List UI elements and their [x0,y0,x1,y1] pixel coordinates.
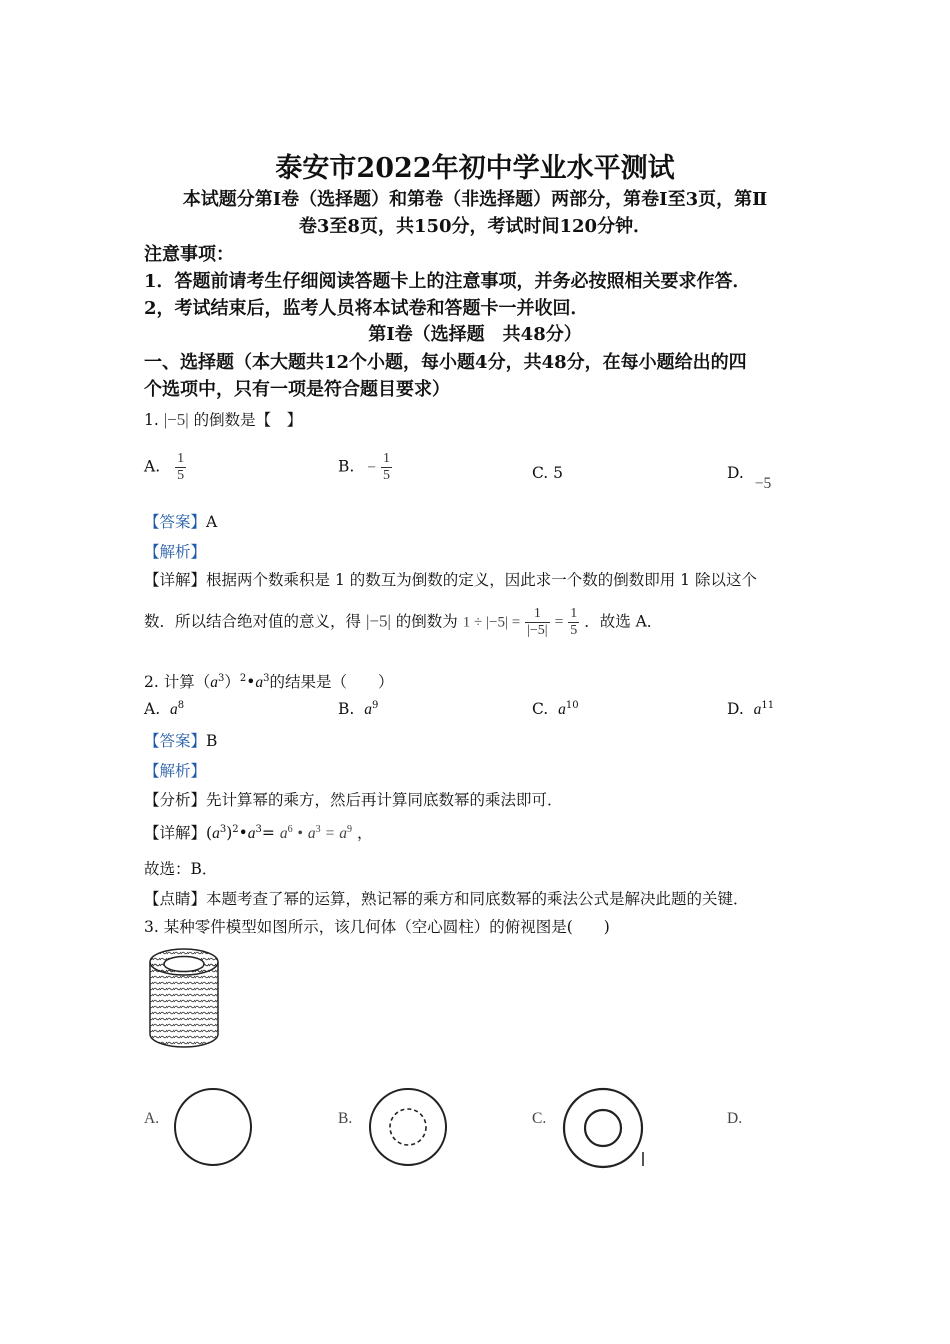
detail-label: 【详解】 [144,824,207,842]
fraction-numerator: 1 [525,606,550,623]
math-var: a [364,701,372,719]
exponent: 3 [217,672,225,684]
math-var: a [212,825,220,842]
exponent: 6 [287,823,293,835]
fenxi-label: 【分析】 [144,791,207,809]
q1-detail-line-2 [144,606,662,639]
option-label: D. [727,464,744,482]
dianjing-text: 本题考查了幂的运算，熟记幂的乘方和同底数幂的乘法公式是解决此题的关键． [206,890,749,908]
option-value: −5 [754,475,772,492]
fraction [175,451,186,484]
detail-text: ．故选 A． [584,612,663,631]
q3-option-c-figure [561,1086,645,1170]
q1-option-a [144,451,186,484]
q1-number: 1. [144,411,159,429]
section-line-1: 一、选择题（本大题共12个小题，每小题4分，共48分，在每小题给出的四 [144,352,747,373]
fraction-numerator: 1 [175,451,186,468]
q1-option-b [338,451,392,484]
q2-fenxi [144,788,563,810]
q1-answer [144,510,217,532]
exponent: 2 [239,672,247,684]
math-var: a [279,825,288,842]
q3-option-a-figure [172,1086,254,1168]
exponent: 8 [177,700,185,711]
q2-option-b [338,700,378,719]
math-var: a [753,701,762,719]
q2-answer [144,729,217,751]
stem-text: 的结果是（ ） [269,673,394,691]
detail-text: 根据两个数乘积是 1 的数互为倒数的定义，因此求一个数的倒数即用 1 除以这个 [206,571,757,589]
note-2: 2，考试结束后，监考人员将本试卷和答题卡一并收回． [144,298,589,319]
q1-analysis-label: 【解析】 [144,543,207,561]
detail-text: 的倒数为 [395,612,458,631]
answer-value: B [206,732,218,750]
fraction-numerator: 1 [381,451,392,468]
stray-mark [642,1152,644,1166]
page-title: 泰安市2022年初中学业水平测试 [275,153,675,184]
q2-analysis-label: 【解析】 [144,762,207,780]
q1-detail-line-1 [144,568,757,590]
answer-value: A [206,513,218,531]
option-label: A. [144,700,161,719]
q2-option-c [532,700,579,719]
answer-label: 【答案】 [144,513,207,531]
math-var: a [558,701,566,719]
fraction-denominator: 5 [570,623,578,639]
exponent: 3 [315,823,321,835]
math-var: a [169,701,178,719]
q2-stem [144,670,394,692]
math-op: = [325,825,335,842]
q2-guxuan: 故选：B． [144,860,218,878]
math-op: = [261,824,275,842]
fraction-numerator: 1 [568,606,579,623]
math-var: a [247,825,256,842]
exponent: 11 [761,700,775,711]
notes-title: 注意事项： [144,244,234,265]
fenxi-text: 先计算幂的乘方，然后再计算同底数幂的乘法即可． [206,791,563,809]
fraction [381,451,392,484]
hollow-cylinder-figure [146,944,222,1052]
math-var: a [339,825,348,842]
q3-option-b-figure [367,1086,449,1168]
q1-abs-expr: |−5| [163,410,189,429]
q2-detail [144,821,373,843]
part-title: 第Ⅰ卷（选择题 共48分） [368,324,582,345]
math-op: • [238,824,248,842]
option-label: B. [338,457,355,476]
math-var: a [307,825,316,842]
exponent: 10 [565,700,579,711]
fraction [525,606,550,639]
stem-text: ） [224,673,240,691]
math-op: • [297,825,303,842]
q1-stem [144,408,302,430]
exponent: 9 [371,700,379,711]
option-label: C. [532,700,549,719]
exponent: 2 [232,823,239,835]
math-var: a [210,674,218,691]
q3-option-b-label: B. [338,1110,353,1127]
note-1: 1．答题前请考生仔细阅读答题卡上的注意事项，并务必按照相关要求作答． [144,271,751,292]
minus-sign: − [367,458,377,476]
q1-stem-tail: 的倒数是【 】 [193,411,303,429]
q3-option-a-label: A. [144,1110,160,1127]
intro-line-1: 本试题分第Ⅰ卷（选择题）和第卷（非选择题）两部分，第卷Ⅰ至3页，第Ⅱ [182,189,768,210]
fraction-denominator: 5 [382,468,390,484]
stem-text: • [246,673,256,691]
abs-expr: |−5| [365,611,391,631]
option-label: A. [144,457,161,476]
exponent: 3 [219,823,227,835]
equals-sign: = [554,613,564,631]
fraction-denominator: |−5| [527,623,548,639]
math-paren: ( [206,824,213,842]
q2-option-d [727,700,774,719]
q1-option-d [727,464,772,492]
option-label: D. [727,700,744,719]
q3-option-d-label: D. [727,1110,743,1127]
q3-option-c-label: C. [532,1110,547,1127]
exponent: 3 [263,672,270,684]
detail-label: 【详解】 [144,571,207,589]
math-expr: 1 ÷ |−5| = [462,614,521,631]
exponent: 9 [347,823,353,835]
fraction-denominator: 5 [177,468,185,484]
option-label: B. [338,700,355,719]
fraction [568,606,579,639]
math-paren: ) [226,824,233,842]
section-line-2: 个选项中，只有一项是符合题目要求） [144,379,450,400]
q2-option-a [144,700,184,719]
q2-dianjing [144,887,749,909]
answer-label: 【答案】 [144,732,207,750]
detail-text: 数．所以结合绝对值的意义，得 [144,612,362,631]
math-var: a [255,674,264,691]
exponent: 3 [255,823,262,835]
stem-text: 2. 计算（ [144,673,211,691]
q3-stem: 3. 某种零件模型如图所示，该几何体（空心圆柱）的俯视图是( ) [144,918,610,936]
q1-option-c: C. 5 [532,464,564,482]
dianjing-label: 【点睛】 [144,890,207,908]
intro-line-2: 卷3至8页，共150分，考试时间120分钟． [298,216,652,237]
detail-text: ， [356,824,373,842]
